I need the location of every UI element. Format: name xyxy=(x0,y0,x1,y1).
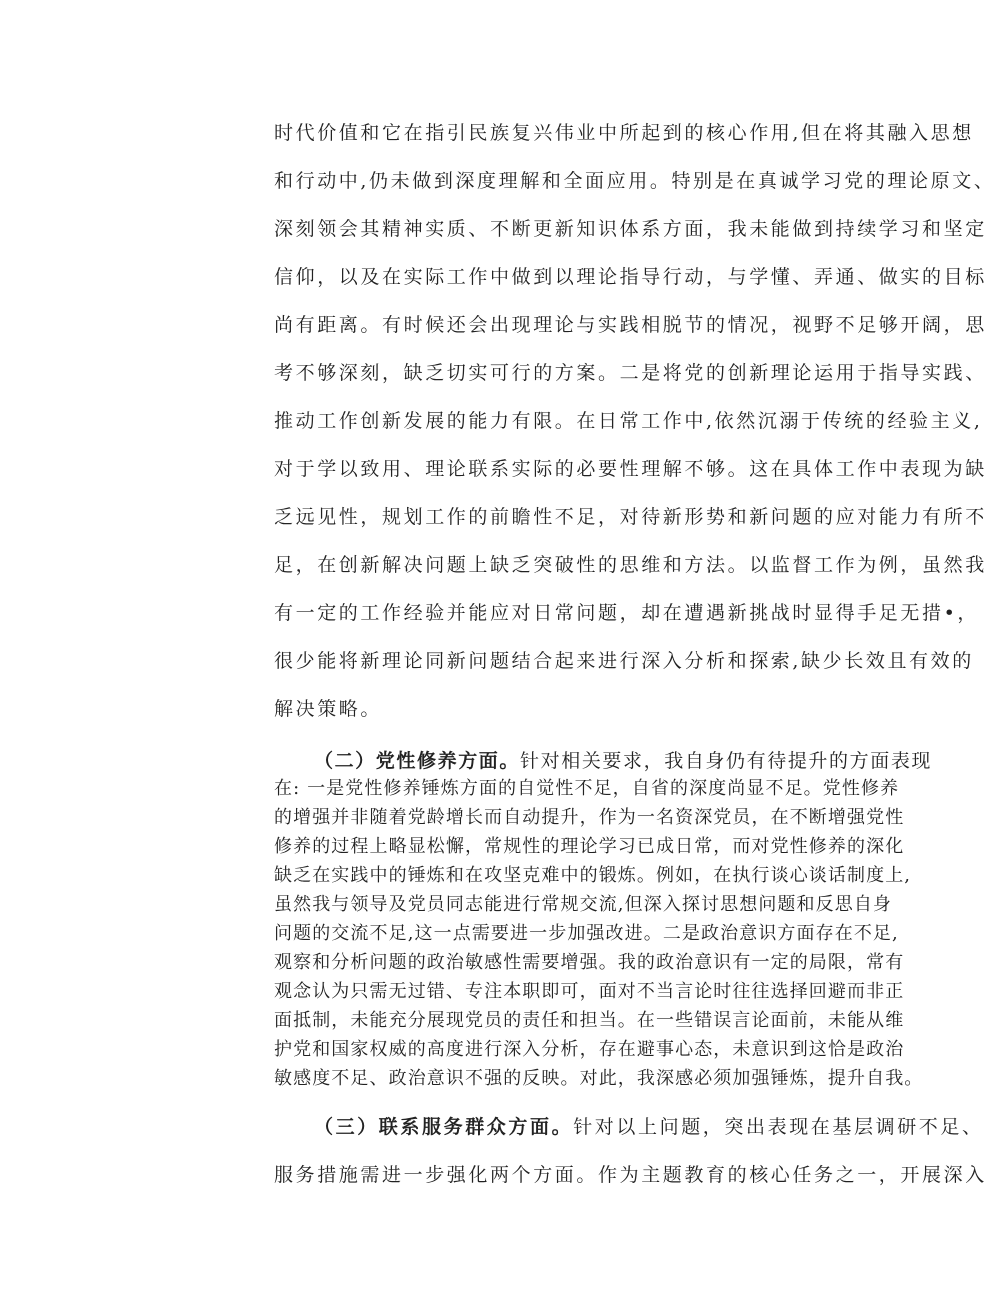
text-line: 虽然我与领导及党员同志能进行常规交流,但深入探讨思想问题和反思自身 xyxy=(274,894,893,915)
section-first-line xyxy=(314,1112,984,1139)
text-line: 修养的过程上略显松懈，常规性的理论学习已成日常，而对党性修养的深化 xyxy=(274,836,905,857)
text-line: 解决策略。 xyxy=(274,698,383,720)
text-line: 考不够深刻，缺乏切实可行的方案。二是将党的创新理论运用于指导实践、 xyxy=(274,362,987,384)
section-heading: （三）联系服务群众方面。 xyxy=(314,1116,574,1138)
section-text: 针对以上问题，突出表现在基层调研不足、 xyxy=(573,1116,984,1138)
section-heading: （二）党性修养方面。 xyxy=(314,750,521,772)
text-line: 和行动中,仍未做到深度理解和全面应用。特别是在真诚学习党的理论原文、 xyxy=(274,170,995,192)
text-line: 推动工作创新发展的能力有限。在日常工作中,依然沉溺于传统的经验主义, xyxy=(274,410,983,432)
text-line: 敏感度不足、政治意识不强的反映。对此，我深感必须加强锤炼，提升自我。 xyxy=(274,1068,924,1089)
text-line: 很少能将新理论同新问题结合起来进行深入分析和探索,缺少长效且有效的 xyxy=(274,650,974,672)
text-line: 护党和国家权威的高度进行深入分析，存在避事心态，未意识到这恰是政治 xyxy=(274,1039,905,1060)
text-line: 问题的交流不足,这一点需要进一步加强改进。二是政治意识方面存在不足, xyxy=(274,923,899,944)
text-line: 有一定的工作经验并能应对日常问题，却在遭遇新挑战时显得手足无措•， xyxy=(274,602,980,624)
text-line: 足，在创新解决问题上缺乏突破性的思维和方法。以监督工作为例，虽然我 xyxy=(274,554,987,576)
text-line: 时代价值和它在指引民族复兴伟业中所起到的核心作用,但在将其融入思想 xyxy=(274,122,974,144)
text-line: 乏远见性，规划工作的前瞻性不足，对待新形势和新问题的应对能力有所不 xyxy=(274,506,987,528)
text-line: 尚有距离。有时候还会出现理论与实践相脱节的情况，视野不足够开阔，思 xyxy=(274,314,987,336)
text-line: 服务措施需进一步强化两个方面。作为主题教育的核心任务之一，开展深入 xyxy=(274,1164,987,1186)
text-line: 观念认为只需无过错、专注本职即可，面对不当言论时往往选择回避而非正 xyxy=(274,981,905,1002)
section-first-line xyxy=(314,746,934,773)
text-line: 信仰，以及在实际工作中做到以理论指导行动，与学懂、弄通、做实的目标 xyxy=(274,266,987,288)
text-line: 缺乏在实践中的锤炼和在攻坚克难中的锻炼。例如，在执行谈心谈话制度上, xyxy=(274,865,912,886)
text-line: 观察和分析问题的政治敏感性需要增强。我的政治意识有一定的局限，常有 xyxy=(274,952,905,973)
text-line: 对于学以致用、理论联系实际的必要性理解不够。这在具体工作中表现为缺 xyxy=(274,458,987,480)
text-line: 在: 一是党性修养锤炼方面的自觉性不足，自省的深度尚显不足。党性修养 xyxy=(274,778,900,799)
text-line: 深刻领会其精神实质、不断更新知识体系方面，我未能做到持续学习和坚定 xyxy=(274,218,987,240)
text-line: 面抵制，未能充分展现党员的责任和担当。在一些错误言论面前，未能从维 xyxy=(274,1010,905,1031)
section-text: 针对相关要求，我自身仍有待提升的方面表现 xyxy=(520,750,933,772)
text-line: 的增强并非随着党龄增长而自动提升，作为一名资深党员，在不断增强党性 xyxy=(274,807,905,828)
